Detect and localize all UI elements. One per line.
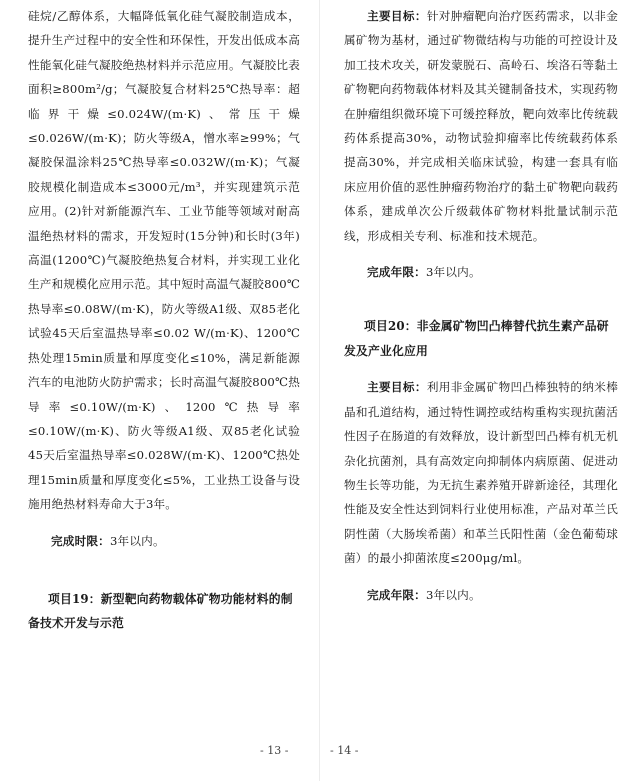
project-19-goal bbox=[344, 4, 618, 248]
goal-label: 主要目标： bbox=[367, 9, 427, 23]
goal-text: 利用非金属矿物凹凸棒独特的纳米棒晶和孔道结构，通过特性调控或结构重构实现抗菌活性因子在肠道的有效释放，设计新型凹凸棒有机无机杂化抗菌剂，具有高效定向抑制体内病原菌、促进动物生长等功能，为无抗生素养殖开辟新途径，其理化性能及安全性达到饲料行业使用标准，产品对革兰氏阴性菌（大肠埃希菌）和革兰氏阳性菌（金色葡萄球菌）的最小抑菌浓度≤200μg/ml。 bbox=[344, 380, 618, 566]
project-19-title: 项目19：新型靶向药物载体矿物功能材料的制备技术开发与示范 bbox=[28, 591, 293, 631]
intro-paragraph: 硅烷/乙醇体系，大幅降低氧化硅气凝胶制造成本，提升生产过程中的安全性和环保性，开发出低成本高性能氧化硅气凝胶绝热材料并示范应用。气凝胶比表面积≥800m²/g；气凝胶复合材料25℃热导率：超临界干燥≤0.024W/(m·K)、常压干燥≤0.026W/(m·K)；防火等级A，憎水率≥99%；气凝胶保温涂料25℃热导率≤0.032W/(m·K)；气凝胶规模化制造成本≤3000元/m³，并实现建筑示范应用。(2)针对新能源汽车、工业节能等领域对耐高温绝热材料的需求，开发短时(15分钟)和长时(3年)高温(1200℃)气凝胶绝热复合材料，并实现工业化生产和规模化应用示范。其中短时高温气凝胶800℃热导率≤0.08W/(m·K)，防火等级A1级、双85老化试验45天后室温热导率≤0.02 W/(m·K)、1200℃热处理15min质量和厚度变化≤10%，满足新能源汽车的电池防火防护需求；长时高温气凝胶800℃热导率≤0.10W/(m·K)、1200℃热导率≤0.10W/(m·K)、防火等级A1级、双85老化试验45天后室温热导率≤0.028W/(m·K)、1200℃热处理15min质量和厚度变化≤5%，工业热工设备与设施用绝热材料寿命大于3年。 bbox=[28, 9, 300, 512]
page-number: - 13 - bbox=[260, 744, 289, 757]
deadline-label: 完成年限： bbox=[367, 587, 426, 602]
deadline-label: 完成年限： bbox=[367, 265, 426, 280]
project-19-deadline bbox=[344, 260, 618, 284]
page-number: - 14 - bbox=[330, 744, 359, 757]
goal-label: 主要目标： bbox=[367, 380, 427, 395]
deadline-value: 3年以内。 bbox=[109, 533, 165, 548]
project-20-deadline bbox=[344, 583, 618, 607]
deadline-value: 3年以内。 bbox=[425, 587, 481, 602]
goal-text: 针对肿瘤靶向治疗医药需求，以非金属矿物为基材，通过矿物微结构与功能的可控设计及加工技术攻关，研发蒙脱石、高岭石、埃洛石等黏土矿物靶向药物载体材料及其关键制备技术，实现药物在肿瘤组织微环境下可缓控释放，靶向效率比传统载药体系提高30%，动物试验抑瘤率比传统载药体系提高30%，并完成相关临床试验，构建一套具有临床应用价值的恶性肿瘤药物治疗的黏土矿物靶向载药体系，建成单次公斤级载体矿物材料批量试制示范线，形成相关专利、标准和技术规范。 bbox=[344, 9, 618, 243]
page-14 bbox=[320, 0, 640, 781]
deadline-label: 完成时限： bbox=[51, 533, 110, 548]
deadline-value: 3年以内。 bbox=[425, 265, 481, 280]
project-20-goal bbox=[344, 375, 618, 570]
completion-deadline bbox=[28, 529, 300, 553]
project-20-title: 项目20：非金属矿物凹凸棒替代抗生素产品研发及产业化应用 bbox=[344, 319, 609, 358]
